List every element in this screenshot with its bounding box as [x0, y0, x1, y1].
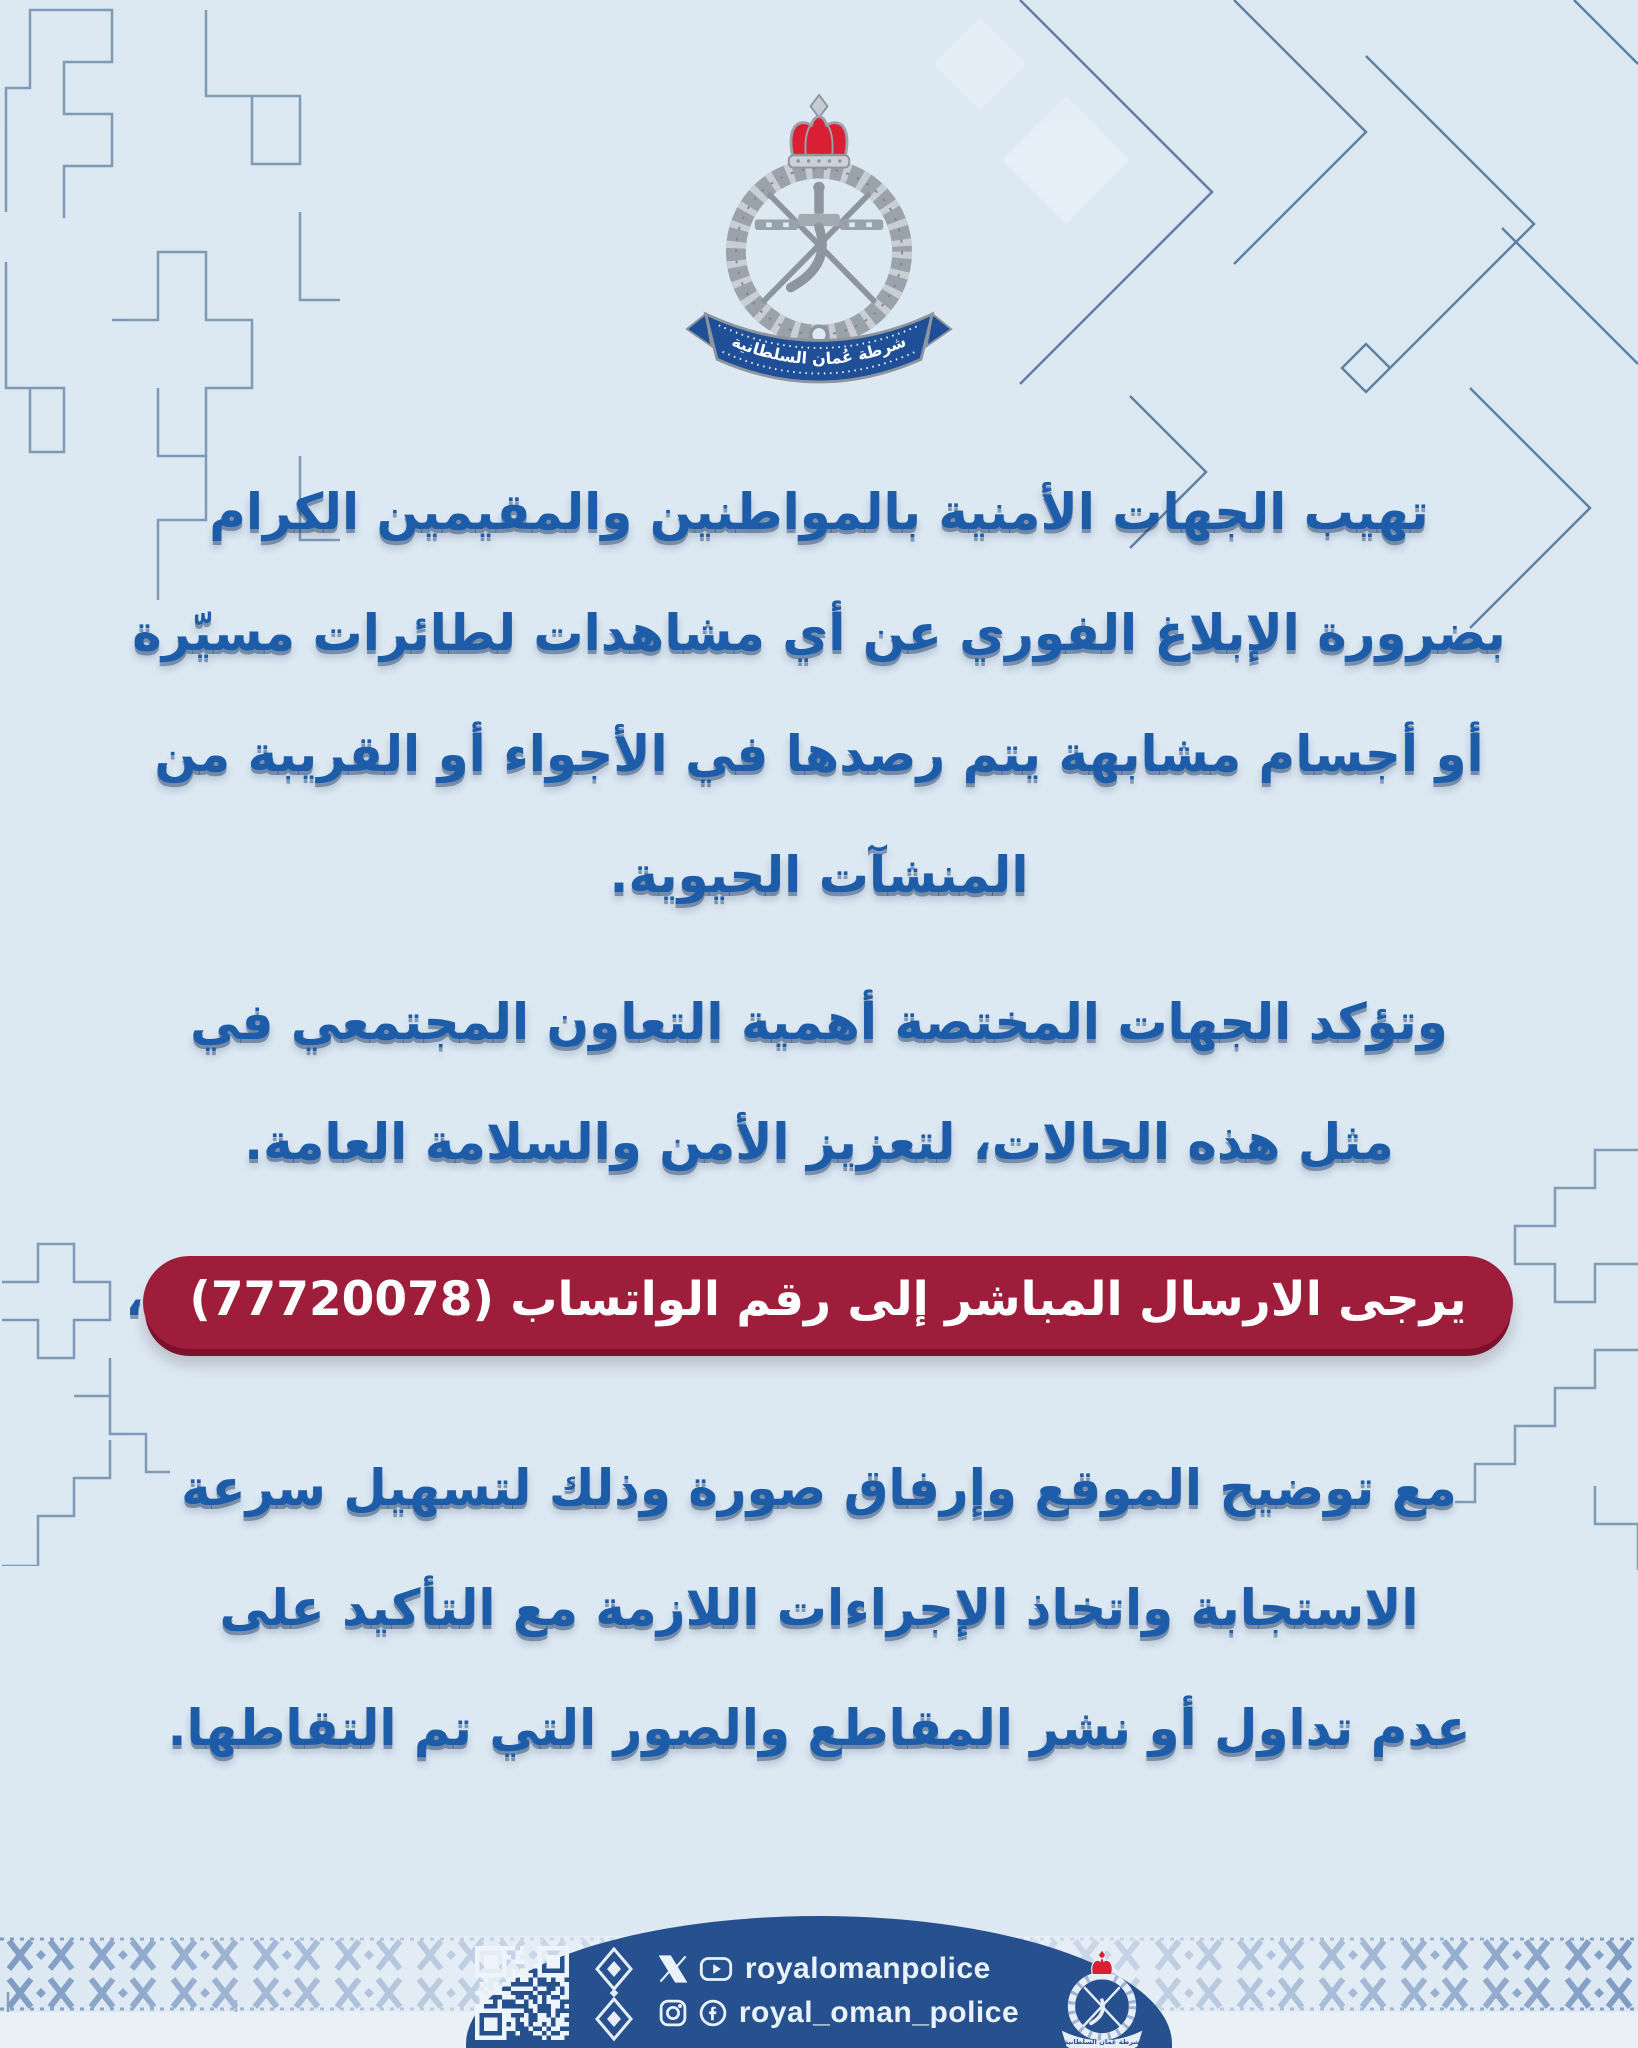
qr-code: [475, 1946, 569, 2040]
emblem-banner-text: شرطة عُمان السلطانية: [729, 331, 909, 369]
announcement-line: عدم تداول أو نشر المقاطع والصور التي تم التقاطها.: [167, 1699, 1471, 1757]
announcement-line: المنشآت الحيوية.: [609, 846, 1029, 904]
paragraph-2: [0, 962, 1638, 1202]
sword-guard-right: [840, 220, 883, 230]
sword-guard-left: [755, 220, 798, 230]
announcement-line: مع توضيح الموقع وإرفاق صورة وذلك لتسهيل سرعة: [181, 1459, 1457, 1517]
whatsapp-number-highlight: يرجى الارسال المباشر إلى رقم الواتساب (77720078): [143, 1256, 1512, 1349]
paragraph-3: [0, 1428, 1638, 1788]
announcement-line: وتؤكد الجهات المختصة أهمية التعاون المجتمعي في: [190, 993, 1448, 1051]
x-icon: [659, 1955, 687, 1983]
rop-emblem-footer: [1041, 1944, 1163, 2048]
comma-after-highlight: ،: [125, 1272, 144, 1327]
sadu-motif-icon: [591, 1946, 637, 2042]
social-handle: royal_oman_police: [738, 1996, 1020, 2029]
instagram-icon: [659, 1999, 687, 2027]
social-row-2: [659, 1996, 1019, 2030]
announcement-line: بضرورة الإبلاغ الفوري عن أي مشاهدات لطائرات مسيّرة: [132, 604, 1506, 662]
whatsapp-callout: [0, 1256, 1638, 1349]
footer-emblem-banner-text: شرطة عُمان السلطانية: [1064, 2038, 1141, 2047]
facebook-icon: [699, 1999, 727, 2027]
announcement-line: مثل هذه الحالات، لتعزيز الأمن والسلامة العامة.: [244, 1113, 1394, 1171]
social-row-1: [659, 1952, 1019, 1986]
crown: [1091, 1950, 1113, 1979]
social-handle: royalomanpolice: [744, 1952, 991, 1985]
paragraph-1: [0, 452, 1638, 936]
crown: [789, 95, 849, 168]
youtube-icon: [699, 1955, 733, 1983]
rop-emblem: [649, 76, 989, 416]
announcement-line: أو أجسام مشابهة يتم رصدها في الأجواء أو القريبة من: [154, 725, 1484, 783]
announcement-line: تهيب الجهات الأمنية بالمواطنين والمقيمين الكرام: [209, 483, 1429, 541]
ribbon-banner: [687, 314, 951, 382]
announcement-line: الاستجابة واتخاذ الإجراءات اللازمة مع التأكيد على: [219, 1579, 1419, 1637]
social-links: [659, 1952, 1019, 2030]
